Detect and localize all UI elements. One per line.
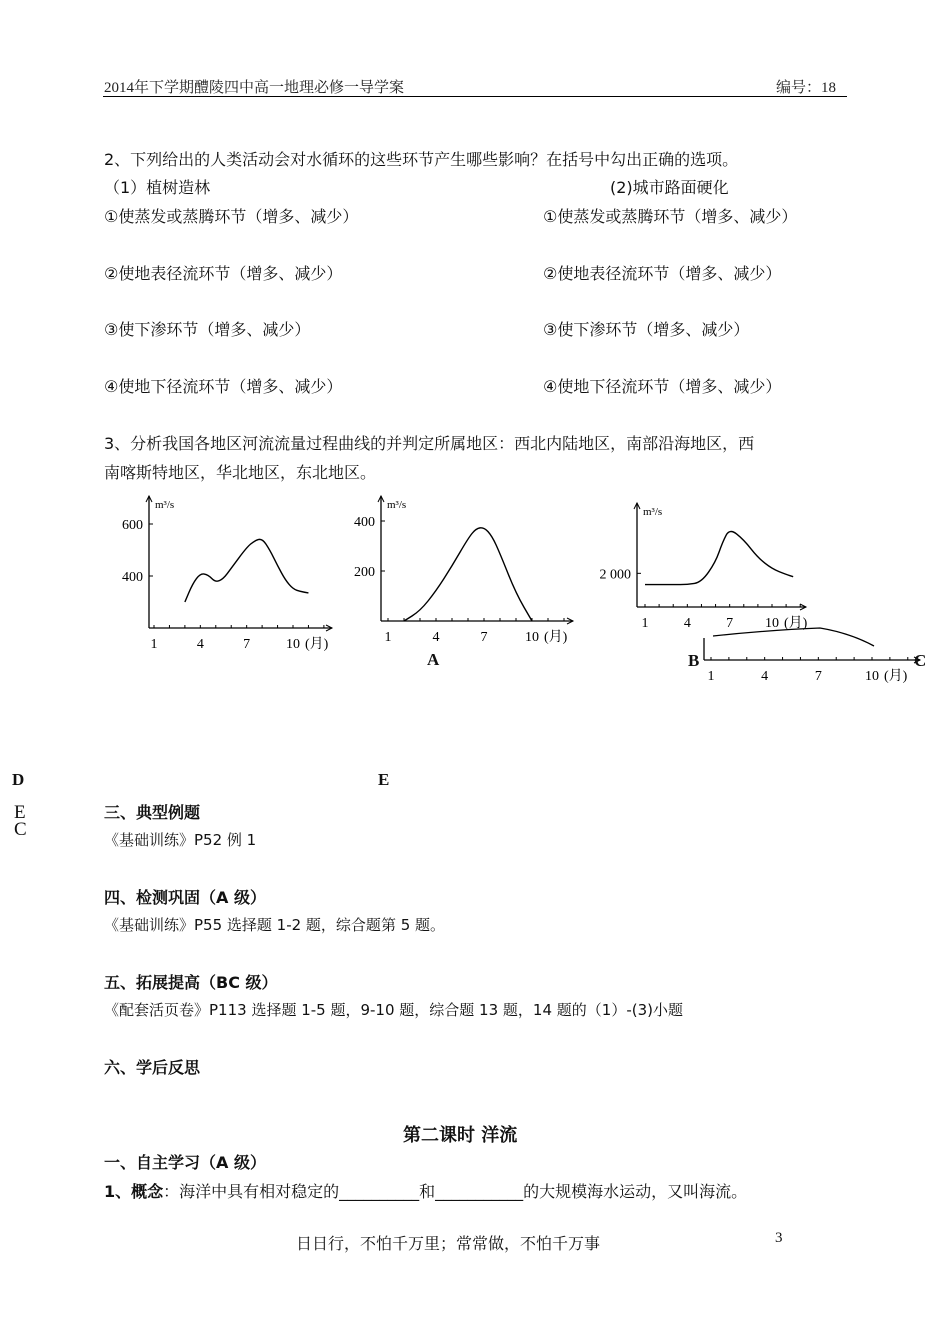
q2-right-item: ④使地下径流环节（增多、减少） bbox=[543, 377, 782, 396]
q2-left-item: ①使蒸发或蒸腾环节（增多、减少） bbox=[104, 207, 359, 226]
footer-motto: 日日行，不怕千万里；常常做，不怕千万事 bbox=[296, 1234, 601, 1253]
concept-label: 1、概念 bbox=[104, 1182, 164, 1201]
chart-label-c: C bbox=[914, 651, 927, 670]
flow-curve bbox=[404, 528, 532, 621]
section-4-title: 四、检测巩固（A 级） bbox=[104, 888, 266, 907]
concept-text-b: 和 bbox=[419, 1182, 436, 1201]
overlap-label-e: E bbox=[14, 802, 26, 823]
x-axis-unit: (月) bbox=[884, 669, 908, 684]
page-number: 3 bbox=[775, 1230, 783, 1246]
y-axis-unit: m³/s bbox=[387, 499, 407, 511]
y-tick-label: 400 bbox=[354, 515, 375, 530]
river-flow-charts bbox=[0, 488, 950, 708]
y-tick-label: 200 bbox=[354, 565, 375, 580]
chart-label-a: A bbox=[427, 650, 440, 669]
q2-prompt: 2、下列给出的人类活动会对水循环的这些环节产生哪些影响？在括号中勾出正确的选项。 bbox=[104, 150, 739, 169]
concept-text-c: 的大规模海水运动，又叫海流。 bbox=[523, 1182, 748, 1201]
x-tick-label: 1 bbox=[641, 616, 649, 631]
x-axis-unit: (月) bbox=[784, 616, 808, 631]
concept-text-a: ：海洋中具有相对稳定的 bbox=[163, 1182, 340, 1201]
section-3-body: 《基础训练》P52 例 1 bbox=[104, 831, 257, 849]
q2-right-title: (2)城市路面硬化 bbox=[610, 178, 729, 197]
fill-blank-2[interactable]: ___________ bbox=[435, 1182, 524, 1201]
x-tick-label: 4 bbox=[432, 630, 440, 645]
fill-blank-1[interactable]: __________ bbox=[339, 1182, 420, 1201]
y-tick-label: 600 bbox=[122, 518, 143, 533]
q2-left-title: （1）植树造林 bbox=[104, 178, 211, 197]
section-4-body: 《基础训练》P55 选择题 1-2 题，综合题第 5 题。 bbox=[104, 916, 446, 934]
x-tick-label: 4 bbox=[196, 637, 204, 652]
section-6-title: 六、学后反思 bbox=[104, 1058, 201, 1077]
x-tick-label: 4 bbox=[683, 616, 691, 631]
lesson2-subtitle: 一、自主学习（A 级） bbox=[104, 1153, 266, 1172]
overlap-label-c: C bbox=[14, 819, 27, 840]
q2-right-item: ③使下渗环节（增多、减少） bbox=[543, 320, 750, 339]
x-tick-label: 10 bbox=[865, 669, 879, 684]
q2-right-item: ①使蒸发或蒸腾环节（增多、减少） bbox=[543, 207, 798, 226]
x-tick-label: 7 bbox=[243, 637, 251, 652]
q3-line2: 南喀斯特地区，华北地区，东北地区。 bbox=[104, 463, 377, 482]
q2-left-item: ③使下渗环节（增多、减少） bbox=[104, 320, 311, 339]
x-axis-unit: (月) bbox=[544, 630, 568, 645]
x-tick-label: 1 bbox=[384, 630, 392, 645]
q2-right-item: ②使地表径流环节（增多、减少） bbox=[543, 264, 782, 283]
lesson2-title: 第二课时 洋流 bbox=[403, 1125, 518, 1146]
section-5-title: 五、拓展提高（BC 级） bbox=[104, 973, 278, 992]
chart-label-d: D bbox=[12, 770, 25, 789]
x-tick-label: 4 bbox=[761, 669, 769, 684]
flow-curve bbox=[185, 539, 309, 602]
x-tick-label: 1 bbox=[150, 637, 158, 652]
header-number: 编号：18 bbox=[776, 80, 837, 96]
q3-line1: 3、分析我国各地区河流流量过程曲线的并判定所属地区：西北内陆地区，南部沿海地区，西 bbox=[104, 434, 755, 453]
y-tick-label: 2 000 bbox=[599, 567, 631, 583]
concept-line bbox=[104, 1179, 747, 1202]
chart-label-e: E bbox=[378, 770, 390, 789]
y-tick-label: 400 bbox=[122, 570, 143, 585]
header-title: 2014年下学期醴陵四中高一地理必修一导学案 bbox=[104, 80, 405, 96]
flow-curve bbox=[645, 532, 793, 585]
section-3-title: 三、典型例题 bbox=[104, 803, 201, 822]
y-axis-unit: m³/s bbox=[155, 499, 175, 511]
header-rule bbox=[103, 96, 847, 97]
x-tick-label: 10 bbox=[525, 630, 539, 645]
x-axis-unit: (月) bbox=[305, 637, 329, 652]
y-axis-unit: m³/s bbox=[643, 506, 663, 518]
x-tick-label: 7 bbox=[726, 616, 734, 631]
x-tick-label: 1 bbox=[707, 669, 715, 684]
q2-left-item: ②使地表径流环节（增多、减少） bbox=[104, 264, 343, 283]
x-tick-label: 10 bbox=[765, 616, 779, 631]
x-tick-label: 10 bbox=[286, 637, 300, 652]
x-tick-label: 7 bbox=[814, 669, 822, 684]
chart-label-b: B bbox=[688, 651, 700, 670]
q2-left-item: ④使地下径流环节（增多、减少） bbox=[104, 377, 343, 396]
section-5-body: 《配套活页卷》P113 选择题 1-5 题，9-10 题，综合题 13 题，14 题的（1）-(3)小题 bbox=[104, 1001, 683, 1019]
x-tick-label: 7 bbox=[480, 630, 488, 645]
